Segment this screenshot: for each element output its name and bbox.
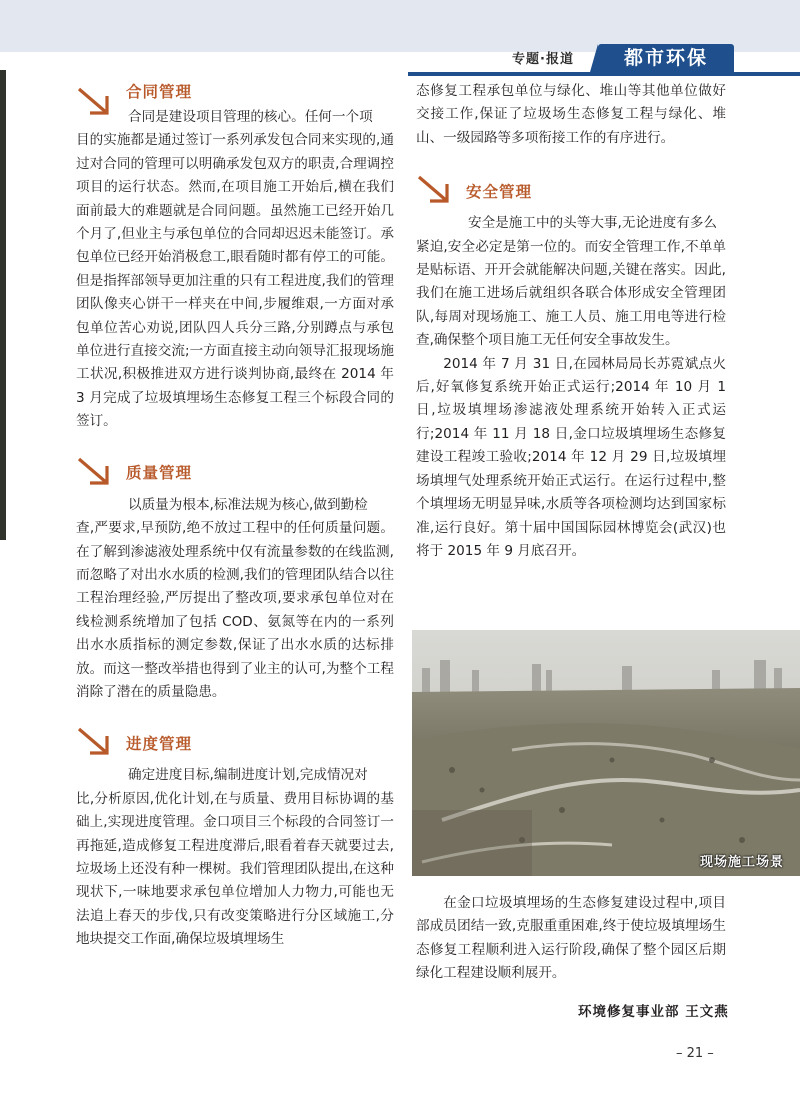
left-column: [76, 76, 394, 952]
schedule-body: 比,分析原因,优化计划,在与质量、费用目标协调的基础上,实现进度管理。金口项目三个标段的合同签订一再拖延,造成修复工程进度滞后,眼看着春天就要过去,垃圾场上还没有种一棵树。我们管理团队提出,在这种现状下,一味地要求承包单位增加人力物力,可能也无法追上春天的步伐,只有改变策略进行分区域施工,分地块提交工作面,确保垃圾填埋场生: [76, 790, 394, 948]
author-byline: 环境修复事业部 王文燕: [578, 1004, 729, 1020]
contract-lead: 合同是建设项目管理的核心。任何一个项: [128, 109, 373, 125]
arrow-icon: [416, 174, 454, 208]
safety-body: 紧迫,安全必定是第一位的。而安全管理工作,不单单是贴标语、开开会就能解决问题,关键在落实。因此,我们在施工进场后就组织各联合体形成安全管理团队,每周对现场施工、施工人员、施工用电等进行检查,确保整个项目施工无任何安全事故发生。: [416, 238, 726, 349]
conclusion-paragraph: 在金口垃圾填埋场的生态修复建设过程中,项目部成员团结一致,克服重重困难,终于使垃圾填埋场生态修复工程顺利进入运行阶段,确保了整个园区后期绿化工程建设顺利展开。: [416, 895, 726, 982]
timeline-paragraph: 2014 年 7 月 31 日,在园林局局长苏霓斌点火后,好氧修复系统开始正式运行;2014 年 10 月 1 日,垃圾填埋场渗滤液处理系统开始转入正式运行;2014 年 11 月 18 日,金口垃圾填埋场生态修复建设工程竣工验收;2014 年 12 月 29 日,垃圾填埋场填埋气处理系统开始正式运行。在运行过程中,整个填埋场无明显异味,水质等各项检测均达到国家标准,运行良好。第十届中国国际园林博览会(武汉)也将于 2015 年 9 月底召开。: [416, 355, 726, 559]
contract-section-heading: [76, 76, 394, 106]
schedule-continued: 态修复工程承包单位与绿化、堆山等其他单位做好交接工作,保证了垃圾场生态修复工程与绿化、堆山、一级园路等多项衔接工作的有序进行。: [416, 83, 726, 146]
quality-section-heading: [76, 442, 394, 494]
arrow-icon: [76, 86, 114, 120]
quality-title: 质量管理: [126, 464, 193, 483]
conclusion-block: [416, 892, 726, 986]
page-edge-strip: [0, 70, 6, 540]
right-column: [416, 80, 726, 563]
site-photo-image: [412, 630, 800, 876]
quality-body: 查,严要求,早预防,绝不放过工程中的任何质量问题。在了解到渗滤液处理系统中仅有流量参数的在线监测,而忽略了对出水水质的检测,我们的管理团队结合以往工程治理经验,严厉提出了整改项,要求承包单位对在线检测系统增加了包括 COD、氨氮等在内的一系列出水水质指标的测定参数,保证了出水水质的达标排放。而这一整改举措也得到了业主的认可,为整个工程消除了潜在的质量隐患。: [76, 520, 394, 700]
schedule-section-heading: [76, 712, 394, 764]
section-label: 专题·报道: [512, 52, 574, 67]
safety-title: 安全管理: [466, 182, 533, 201]
contract-title: 合同管理: [126, 82, 193, 101]
arrow-icon: [76, 456, 114, 490]
magazine-logo: 都市环保: [598, 44, 734, 72]
safety-lead: 安全是施工中的头等大事,无论进度有多么: [468, 215, 718, 232]
photo-caption: 现场施工场景: [699, 855, 784, 870]
header-rule: [408, 72, 800, 76]
page-number: – 21 –: [676, 1046, 714, 1061]
schedule-lead: 确定进度目标,编制进度计划,完成情况对: [128, 767, 368, 784]
safety-section-heading: [416, 160, 726, 212]
quality-lead: 以质量为根本,标准法规为核心,做到勤检: [128, 496, 368, 513]
contract-body: 目的实施都是通过签订一系列承发包合同来实现的,通过对合同的管理可以明确承发包双方的职责,合理调控项目的运行状态。然而,在项目施工开始后,横在我们面前最大的难题就是合同问题。虽然施工已经开始几个月了,但业主与承包单位的合同却迟迟未能签订。承包单位已经开始消极怠工,眼看随时都有停工的可能。但是指挥部领导更加注重的只有工程进度,我们的管理团队像夹心饼干一样夹在中间,步履维艰,一方面对承包单位苦心劝说,团队四人兵分三路,分别蹲点与承包单位进行直接交流;一方面直接主动向领导汇报现场施工状况,积极推进双方进行谈判协商,最终在 2014 年 3 月完成了垃圾填埋场生态修复工程三个标段合同的签订。: [76, 132, 394, 430]
schedule-title: 进度管理: [126, 734, 193, 753]
site-photo: [412, 630, 800, 876]
arrow-icon: [76, 726, 114, 760]
